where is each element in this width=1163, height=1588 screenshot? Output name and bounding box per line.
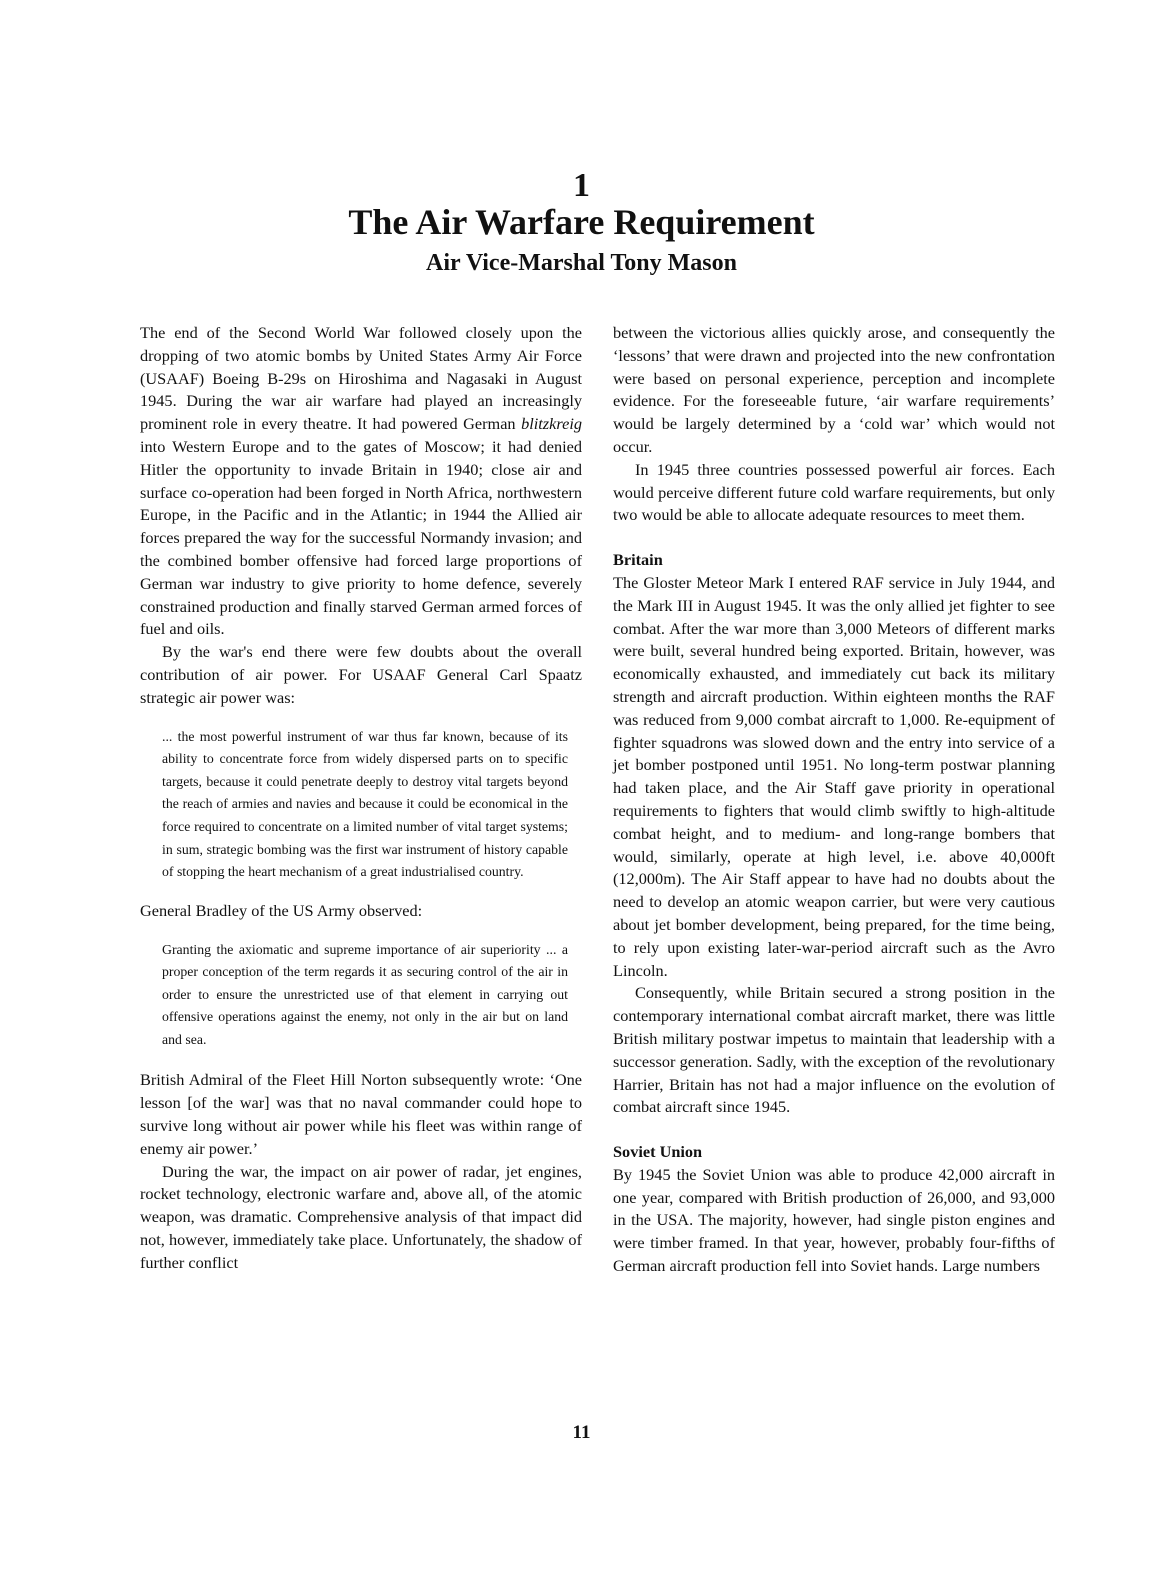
- paragraph: During the war, the impact on air power of radar, jet engines, rocket technology, electronic warfare and, above all, of the atomic weapon, was dramatic. Comprehensive analysis of that impact did not, however, immediately take place. Unfortunately, the shadow of further conflict: [140, 1161, 582, 1272]
- chapter-author: Air Vice-Marshal Tony Mason: [426, 250, 737, 276]
- chapter-number: 1: [573, 167, 590, 204]
- paragraph: [140, 322, 582, 641]
- block-quote: Granting the axiomatic and supreme importance of air superiority ... a proper conception of the term regards it as securing control of the air in order to ensure the unrestricted use of that element in carrying out offensive operations against the enemy, not only in the air but on land and sea.: [162, 941, 568, 1047]
- paragraph: between the victorious allies quickly arose, and consequently the ‘lessons’ that were drawn and projected into the new confrontation were based on personal experience, perception and incomplete evidence. For the foreseeable future, ‘air warfare requirements’ would be largely determined by a ‘cold war’ which would not occur.: [613, 323, 1055, 456]
- text-run: The end of the Second World War followed closely upon the dropping of two atomic bombs by United States Army Air Force (USAAF) Boeing B-29s on Hiroshima and Nagasaki in August 1945. During the war air warfare had played an increasingly prominent role in every theatre. It had powered German: [140, 323, 582, 434]
- paragraph: The Gloster Meteor Mark I entered RAF service in July 1944, and the Mark III in August 1945. It was the only allied jet fighter to see combat. After the war more than 3,000 Meteors of different marks were built, several hundred being exported. Britain, however, was economically exhausted, and immediately cut back its military strength and aircraft production. Within eighteen months the RAF was reduced from 9,000 combat aircraft to 1,000. Re-equipment of fighter squadrons was slowed down and the entry into service of a jet bomber postponed until 1951. No long-term postwar planning had taken place, and the Air Staff gave priority in operational requirements to fighters that would climb swiftly to high-altitude combat height, and to medium- and long-range bombers that would, similarly, operate at high level, i.e. above 40,000ft (12,000m). The Air Staff appear to have had no doubts about the need to develop an atomic weapon carrier, but were very cautious about jet bomber development, being prepared, for the time being, to rely upon existing later-war-period aircraft such as the Avro Lincoln.: [613, 572, 1055, 980]
- italic-term: blitzkreig: [521, 414, 582, 434]
- right-column: [613, 322, 1055, 1278]
- left-column: [140, 322, 582, 1275]
- chapter-title: The Air Warfare Requirement: [348, 202, 815, 242]
- paragraph: By the war's end there were few doubts about the overall contribution of air power. For USAAF General Carl Spaatz strategic air power was:: [140, 642, 582, 707]
- paragraph: Consequently, while Britain secured a strong position in the contemporary international combat aircraft market, there was little British military postwar impetus to maintain that leadership with a successor generation. Sadly, with the exception of the revolutionary Harrier, Britain has not had a major influence on the evolution of combat aircraft since 1945.: [613, 983, 1055, 1117]
- paragraph: By 1945 the Soviet Union was able to produce 42,000 aircraft in one year, compared with British production of 26,000, and 93,000 in the USA. The majority, however, had single piston engines and were timber framed. In that year, however, probably four-fifths of German aircraft production fell into Soviet hands. Large numbers: [613, 1164, 1055, 1276]
- block-quote: ... the most powerful instrument of war thus far known, because of its ability to concentrate force from widely dispersed parts on to specific targets, because it could penetrate deeply to destroy vital targets beyond the reach of armies and navies and because it could be economical in the force required to concentrate on a limited number of vital target systems; in sum, strategic bombing was the first war instrument of history capable of stopping the heart mechanism of a great industrialised country.: [162, 728, 568, 880]
- section-heading-soviet-union: Soviet Union: [613, 1142, 703, 1162]
- paragraph: In 1945 three countries possessed powerful air forces. Each would perceive different future cold warfare requirements, but only two would be able to allocate adequate resources to meet them.: [613, 459, 1055, 525]
- paragraph: General Bradley of the US Army observed:: [140, 900, 423, 920]
- text-run: into Western Europe and to the gates of Moscow; it had denied Hitler the opportunity to invade Britain in 1940; close air and surface co-operation had been forged in North Africa, northwestern Europe, in the Pacific and in the Atlantic; in 1944 the Allied air forces prepared the way for the successful Normandy invasion; and the combined bomber offensive had forced large proportions of German war industry to give priority to home defence, severely constrained production and finally starved German armed forces of fuel and oils.: [140, 436, 582, 639]
- section-heading-britain: Britain: [613, 550, 663, 570]
- paragraph: British Admiral of the Fleet Hill Norton subsequently wrote: ‘One lesson [of the war] was that no naval commander could hope to survive long without air power while his fleet was within range of enemy air power.’: [140, 1070, 582, 1158]
- page-number: 11: [572, 1422, 591, 1443]
